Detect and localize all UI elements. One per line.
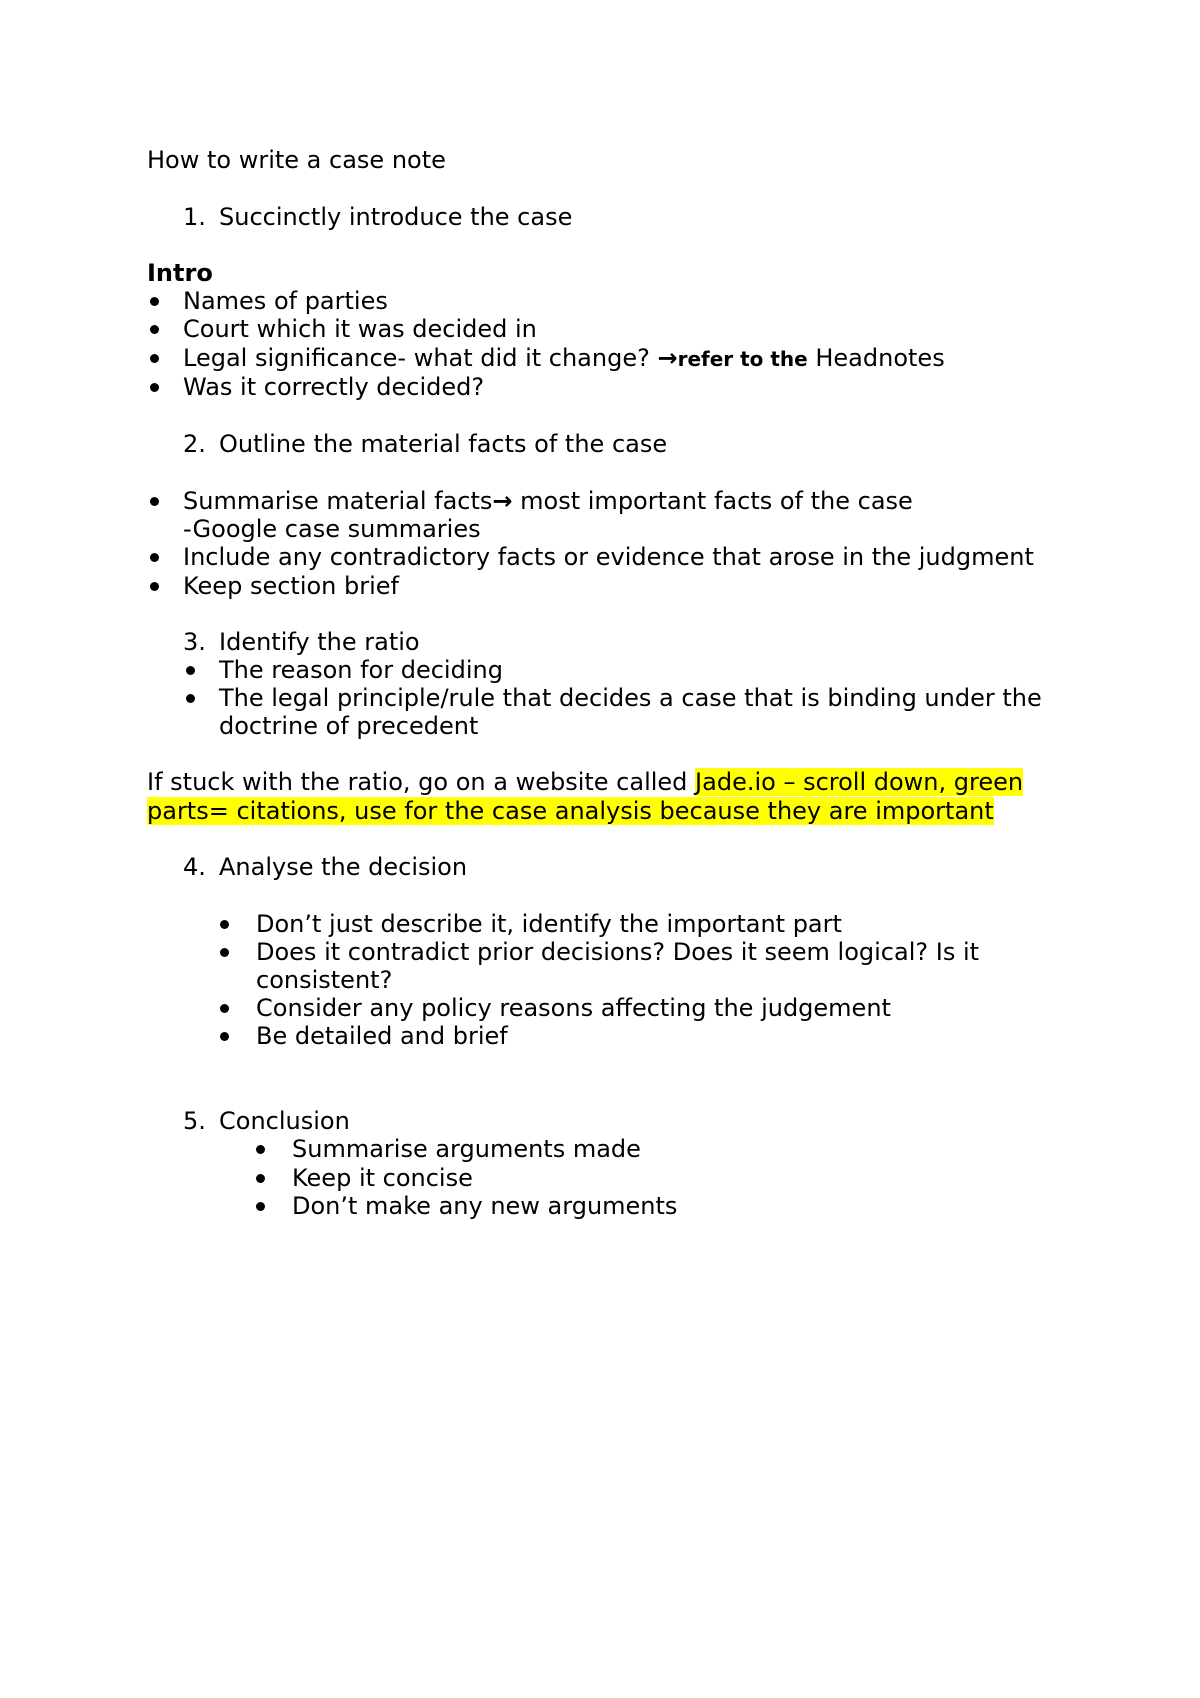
- bullet-icon: [150, 553, 159, 562]
- ratio-item-1: The reason for deciding: [219, 655, 503, 685]
- bullet-icon: [150, 325, 159, 334]
- section-5-heading: Conclusion: [219, 1107, 350, 1135]
- analysis-item-1: Don’t just describe it, identify the important part: [256, 909, 842, 939]
- bullet-icon: [150, 582, 159, 591]
- facts-item-2: Include any contradictory facts or evidence that arose in the judgment: [183, 542, 1034, 572]
- bullet-icon: [256, 1174, 265, 1183]
- section-4-heading: Analyse the decision: [219, 853, 468, 881]
- conclusion-item-3: Don’t make any new arguments: [292, 1191, 677, 1221]
- bullet-icon: [150, 354, 159, 363]
- bullet-icon: [220, 920, 229, 929]
- analysis-item-2: Does it contradict prior decisions? Does it seem logical? Is it: [256, 937, 979, 967]
- highlighted-text: Jade.io – scroll down, green: [695, 768, 1024, 796]
- bullet-icon: [220, 1032, 229, 1041]
- bullet-icon: [256, 1145, 265, 1154]
- section-2-number: 2.: [183, 430, 206, 458]
- section-5-number: 5.: [183, 1107, 206, 1135]
- bullet-icon: [186, 694, 195, 703]
- bullet-icon: [150, 297, 159, 306]
- highlighted-text: parts= citations, use for the case analysis because they are important: [147, 797, 994, 825]
- analysis-item-4: Be detailed and brief: [256, 1021, 508, 1051]
- ratio-item-2-cont: doctrine of precedent: [219, 712, 479, 740]
- headnotes: Headnotes: [807, 344, 945, 372]
- conclusion-item-1: Summarise arguments made: [292, 1134, 641, 1164]
- ratio-tip: If stuck with the ratio, go on a website called Jade.io – scroll down, green: [147, 768, 1024, 796]
- refer-to-the: refer to the: [677, 347, 808, 371]
- section-3-number: 3.: [183, 628, 206, 656]
- section-4-number: 4.: [183, 853, 206, 881]
- facts-item-1: Summarise material facts→ most important facts of the case: [183, 486, 913, 516]
- intro-item-1: Names of parties: [183, 286, 388, 316]
- facts-item-3: Keep section brief: [183, 571, 399, 601]
- arrow-right-icon: →: [492, 487, 513, 515]
- ratio-item-2: The legal principle/rule that decides a case that is binding under the: [219, 683, 1042, 713]
- intro-heading: Intro: [147, 259, 213, 287]
- bullet-icon: [186, 666, 195, 675]
- intro-item-4: Was it correctly decided?: [183, 372, 484, 402]
- document-title: How to write a case note: [147, 146, 446, 174]
- section-3-heading: Identify the ratio: [219, 628, 420, 656]
- ratio-tip-cont: [147, 796, 994, 826]
- intro-item-3: Legal significance- what did it change? →refer to the Headnotes: [183, 343, 945, 373]
- conclusion-item-2: Keep it concise: [292, 1163, 473, 1193]
- section-1-heading: Succinctly introduce the case: [219, 203, 573, 231]
- bullet-icon: [150, 383, 159, 392]
- analysis-item-2-cont: consistent?: [256, 966, 393, 994]
- analysis-item-3: Consider any policy reasons affecting the judgement: [256, 993, 891, 1023]
- facts-item-1-sub: -Google case summaries: [183, 515, 481, 543]
- bullet-icon: [150, 497, 159, 506]
- intro-item-2: Court which it was decided in: [183, 314, 537, 344]
- section-2-heading: Outline the material facts of the case: [219, 430, 668, 458]
- bullet-icon: [220, 1004, 229, 1013]
- bullet-icon: [220, 948, 229, 957]
- arrow-right-icon: →: [657, 344, 678, 372]
- section-1-number: 1.: [183, 203, 206, 231]
- bullet-icon: [256, 1202, 265, 1211]
